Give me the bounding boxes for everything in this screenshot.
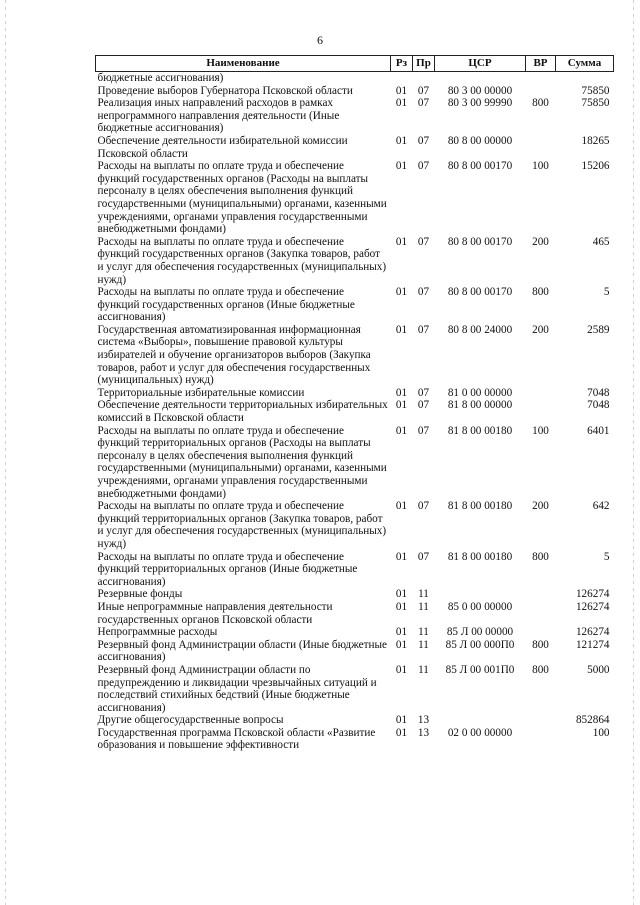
table-row (96, 639, 614, 664)
cell-vr: 100 (532, 160, 549, 173)
cell-rz: 01 (395, 714, 408, 727)
header-pr: Пр (413, 56, 435, 72)
cell-name: Иные непрограммные направления деятельности государственных органов Псковской области (97, 600, 333, 626)
cell-pr: 11 (418, 663, 429, 676)
header-sum: Сумма (556, 56, 614, 72)
cell-vr (526, 399, 556, 424)
cell-vr (526, 135, 556, 160)
cell-pr (413, 72, 435, 85)
table-row (96, 588, 614, 601)
cell-pr: 11 (418, 588, 429, 601)
cell-vr (526, 626, 556, 639)
cell-name: Расходы на выплаты по оплате труда и обеспечение функций территориальных органов (Закупка товаров, работ и услуг для обеспечения государственных (муниципальных) нужд) (97, 500, 387, 550)
cell-name: Государственная автоматизированная информационная система «Выборы», повышение правовой культуры избирателей и обучение организаторов выборов (Закупка товаров, работ и услуг для обеспечения государственных (муниципальных) нужд) (97, 323, 371, 387)
cell-sum: 642 (592, 500, 610, 513)
cell-sum: 75850 (581, 84, 610, 97)
cell-sum: 465 (592, 235, 610, 248)
cell-sum: 852864 (575, 714, 610, 727)
cell-csr: 80 8 00 00170 (447, 160, 513, 173)
cell-csr: 80 8 00 24000 (447, 323, 513, 336)
cell-csr (435, 588, 526, 601)
cell-vr: 200 (532, 500, 549, 513)
cell-pr: 11 (418, 600, 429, 613)
header-rz: Рз (391, 56, 413, 72)
cell-csr: 81 8 00 00180 (447, 424, 513, 437)
cell-rz: 01 (395, 500, 408, 513)
cell-pr: 07 (417, 386, 430, 399)
table-row (96, 714, 614, 727)
cell-pr: 11 (418, 626, 429, 639)
cell-sum: 7048 (587, 399, 610, 412)
page-number: 6 (317, 33, 323, 47)
table-row (96, 626, 614, 639)
cell-rz: 01 (395, 84, 408, 97)
cell-rz: 01 (395, 386, 408, 399)
cell-vr: 800 (532, 550, 549, 563)
cell-rz: 01 (395, 424, 408, 437)
cell-pr: 07 (417, 97, 430, 110)
cell-sum: 126274 (575, 600, 610, 613)
cell-pr: 07 (417, 286, 430, 299)
table-row (96, 286, 614, 324)
header-vr: ВР (526, 56, 556, 72)
table-row (96, 387, 614, 400)
cell-sum: 126274 (575, 588, 610, 601)
cell-pr: 07 (417, 84, 430, 97)
cell-csr: 85 Л 00 000П0 (445, 638, 515, 651)
cell-name: Государственная программа Псковской области «Развитие образования и повышение эффективности (97, 726, 376, 752)
cell-csr: 80 8 00 00170 (447, 286, 513, 299)
cell-sum: 5 (603, 286, 610, 299)
cell-name: Расходы на выплаты по оплате труда и обеспечение функций государственных органов (Расходы на выплаты персоналу в целях обеспечения выполнения функций государственными (муниципальными) органами, казенными учреждениями, органами управления государственными внебюджетными фондами) (97, 160, 387, 236)
cell-pr: 07 (417, 399, 430, 412)
cell-vr (526, 588, 556, 601)
cell-csr: 80 8 00 00000 (447, 134, 513, 147)
table-row (96, 236, 614, 286)
cell-name: Резервный фонд Администрации области (Иные бюджетные ассигнования) (97, 638, 388, 664)
cell-pr: 07 (417, 323, 430, 336)
cell-vr (526, 85, 556, 98)
cell-csr: 85 0 00 00000 (447, 600, 513, 613)
cell-pr: 07 (417, 160, 430, 173)
cell-rz: 01 (395, 134, 408, 147)
table-row (96, 399, 614, 424)
cell-csr (435, 72, 526, 85)
cell-vr: 800 (532, 663, 549, 676)
table-row (96, 664, 614, 714)
cell-sum: 75850 (581, 97, 610, 110)
cell-pr: 07 (417, 550, 430, 563)
cell-pr: 07 (417, 424, 430, 437)
table-row (96, 551, 614, 589)
cell-rz: 01 (395, 97, 408, 110)
cell-name: Резервные фонды (97, 588, 183, 601)
cell-rz: 01 (395, 160, 408, 173)
cell-name: бюджетные ассигнования) (97, 72, 224, 84)
cell-csr: 81 0 00 00000 (447, 386, 513, 399)
cell-sum: 126274 (575, 626, 610, 639)
table-row (96, 601, 614, 626)
cell-vr: 800 (532, 286, 549, 299)
cell-name: Резервный фонд Администрации области по предупреждению и ликвидации чрезвычайных ситуаций и последствий стихийных бедствий (Иные бюджетные ассигнования) (97, 663, 377, 714)
cell-vr (526, 387, 556, 400)
table-row (96, 85, 614, 98)
cell-name: Другие общегосударственные вопросы (97, 714, 284, 727)
cell-rz: 01 (395, 235, 408, 248)
cell-rz: 01 (395, 638, 408, 651)
cell-rz: 01 (395, 550, 408, 563)
cell-pr: 07 (417, 500, 430, 513)
cell-pr: 11 (418, 638, 429, 651)
budget-table (95, 55, 614, 752)
cell-rz (391, 72, 413, 85)
cell-csr: 81 8 00 00180 (447, 550, 513, 563)
cell-sum (556, 72, 614, 85)
cell-csr (435, 714, 526, 727)
header-name: Наименование (96, 56, 391, 72)
cell-vr: 800 (532, 638, 549, 651)
cell-rz: 01 (395, 663, 408, 676)
cell-sum: 18265 (581, 134, 610, 147)
table-body (96, 72, 614, 753)
left-scan-edge (5, 0, 6, 905)
cell-name: Расходы на выплаты по оплате труда и обеспечение функций территориальных органов (Расходы на выплаты персоналу в целях обеспечения выполнения функций государственными (муниципальными) органами, казенными учреждениями, органами управления государственными внебюджетными фондами) (97, 424, 387, 500)
cell-name: Территориальные избирательные комиссии (97, 386, 305, 399)
table-header-row (96, 56, 614, 72)
cell-name: Проведение выборов Губернатора Псковской области (97, 84, 353, 97)
cell-csr: 85 Л 00 00000 (446, 626, 514, 639)
cell-vr: 200 (532, 323, 549, 336)
right-scan-edge (633, 0, 634, 905)
table-row (96, 135, 614, 160)
cell-pr: 07 (417, 134, 430, 147)
table-row (96, 160, 614, 236)
table-row (96, 500, 614, 550)
cell-csr: 02 0 00 00000 (447, 726, 513, 739)
cell-csr: 81 8 00 00180 (447, 500, 513, 513)
cell-name: Реализация иных направлений расходов в рамках непрограммного направления деятельности (Иные бюджетные ассигнования) (97, 97, 340, 135)
cell-vr (526, 727, 556, 752)
header-csr: ЦСР (435, 56, 526, 72)
cell-csr: 80 3 00 99990 (447, 97, 513, 110)
cell-csr: 85 Л 00 001П0 (445, 663, 515, 676)
cell-vr: 200 (532, 235, 549, 248)
table-row (96, 72, 614, 85)
cell-sum: 2589 (587, 323, 610, 336)
cell-rz: 01 (395, 726, 408, 739)
cell-pr: 13 (417, 726, 430, 739)
cell-rz: 01 (395, 600, 408, 613)
cell-sum: 5 (603, 550, 610, 563)
cell-pr: 13 (417, 714, 430, 727)
cell-vr: 100 (532, 424, 549, 437)
cell-csr: 81 8 00 00000 (447, 399, 513, 412)
cell-name: Непрограммные расходы (97, 626, 218, 639)
cell-sum: 7048 (587, 386, 610, 399)
cell-sum: 121274 (575, 638, 610, 651)
cell-sum: 15206 (581, 160, 610, 173)
cell-sum: 6401 (587, 424, 610, 437)
cell-pr: 07 (417, 235, 430, 248)
cell-sum: 100 (592, 726, 610, 739)
cell-name: Расходы на выплаты по оплате труда и обеспечение функций территориальных органов (Иные бюджетные ассигнования) (97, 550, 358, 588)
table-row (96, 324, 614, 387)
cell-vr (526, 601, 556, 626)
cell-name: Расходы на выплаты по оплате труда и обеспечение функций государственных органов (Закупка товаров, работ и услуг для обеспечения государственных (муниципальных) нужд) (97, 235, 387, 286)
cell-vr (526, 714, 556, 727)
table-row (96, 727, 614, 752)
cell-csr: 80 8 00 00170 (447, 235, 513, 248)
cell-csr: 80 3 00 00000 (447, 84, 513, 97)
cell-name: Обеспечение деятельности избирательной комиссии Псковской области (97, 134, 348, 160)
cell-vr: 800 (532, 97, 549, 110)
table-row (96, 425, 614, 501)
cell-sum: 5000 (587, 663, 610, 676)
cell-name: Обеспечение деятельности территориальных избирательных комиссий в Псковской области (97, 399, 388, 425)
table-row (96, 97, 614, 135)
cell-rz: 01 (395, 323, 408, 336)
cell-rz: 01 (395, 626, 408, 639)
cell-rz: 01 (395, 588, 408, 601)
cell-rz: 01 (395, 286, 408, 299)
cell-vr (526, 72, 556, 85)
cell-rz: 01 (395, 399, 408, 412)
cell-name: Расходы на выплаты по оплате труда и обеспечение функций государственных органов (Иные бюджетные ассигнования) (97, 286, 355, 324)
